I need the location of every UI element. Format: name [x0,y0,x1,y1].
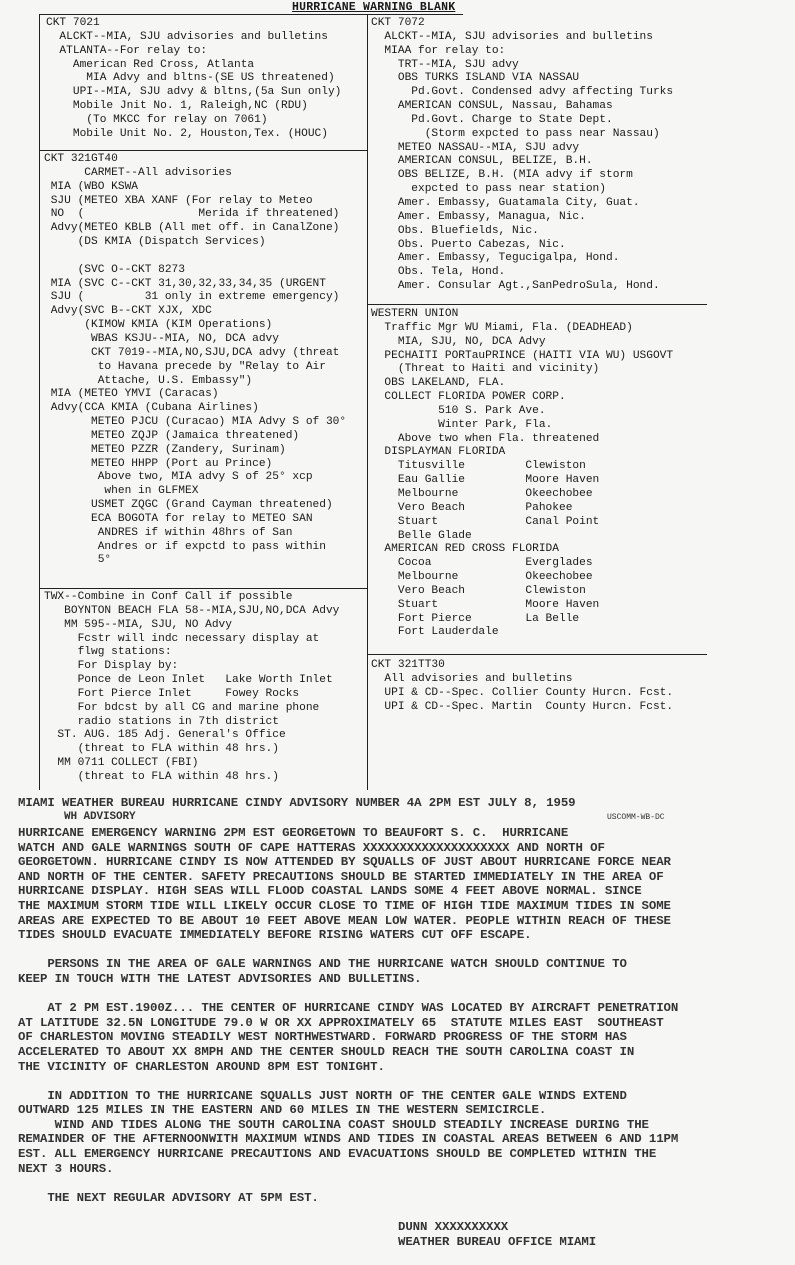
text-line: KEEP IN TOUCH WITH THE LATEST ADVISORIES AND BULLETINS. [18,971,422,986]
text-line: BOYNTON BEACH FLA 58--MIA,SJU,NO,DCA Advy [44,604,340,617]
text-line: Fort Lauderdale [371,626,499,639]
text-line: CARMET--All advisories [44,166,232,179]
text-line: For Display by: [44,660,179,673]
text-line: Amer. Embassy, Tegucigalpa, Hond. [371,252,620,265]
text-line: ALCKT--MIA, SJU advisories and bulletins [371,30,653,43]
text-line: MIA (SVC C--CKT 31,30,32,33,34,35 (URGENT [44,277,326,290]
text-line: MIA, SJU, NO, DCA Advy [371,335,546,348]
signature [398,1220,596,1249]
text-line: MM 595--MIA, SJU, NO Advy [44,618,232,631]
twx-section [44,591,339,785]
text-line: UPI & CD--Spec. Martin County Hurcn. Fcst. [371,700,674,713]
western-union-section [371,308,673,640]
text-line [18,1074,678,1089]
divider-left-2 [39,588,368,589]
text-line: Traffic Mgr WU Miami, Fla. (DEADHEAD) [371,321,633,334]
text-line: USMET ZQGC (Grand Cayman threatened) [44,499,333,512]
text-line: flwg stations: [44,646,172,659]
text-line: AMERICAN CONSUL, BELIZE, B.H. [371,155,593,168]
ckt-7021-section [46,17,341,142]
text-line: Ponce de Leon Inlet Lake Worth Inlet [44,674,333,687]
text-line: to Havana precede by "Relay to Air [44,360,326,373]
text-line: Eau Gallie Moore Haven [371,474,600,487]
text-line: OF CHARLESTON MOVING STEADILY WEST NORTHWESTWARD. FORWARD PROGRESS OF THE STORM HAS [18,1030,627,1045]
text-line: THE MAXIMUM STORM TIDE WILL LIKELY OCCUR CLOSE TO TIME OF HIGH TIDE MAXIMUM TIDES IN SOME [18,898,671,913]
text-line: UPI--MIA, SJU advy & bltns,(5a Sun only) [46,86,342,99]
text-line: GEORGETOWN. HURRICANE CINDY IS NOW ATTENDED BY SQUALLS OF JUST ABOUT HURRICANE FORCE NEAR [18,855,671,870]
text-line: Stuart Canal Point [371,515,600,528]
text-line: OUTWARD 125 MILES IN THE EASTERN AND 60 MILES IN THE WESTERN SEMICIRCLE. [18,1103,547,1118]
text-line: Melbourne Okeechobee [371,571,593,584]
text-line: ST. AUG. 185 Adj. General's Office [44,729,286,742]
text-line: COLLECT FLORIDA POWER CORP. [371,391,566,404]
text-line: Amer. Consular Agt.,SanPedroSula, Hond. [371,280,660,293]
text-line: (SVC O--CKT 8273 [44,263,185,276]
text-line: DUNN XXXXXXXXXX [398,1220,509,1234]
text-line: AMERICAN CONSUL, Nassau, Bahamas [371,100,613,113]
text-line: Above two, MIA advy S of 25° xcp [44,471,313,484]
text-line: THE VICINITY OF CHARLESTON AROUND 8PM EST TONIGHT. [18,1059,385,1074]
text-line: (threat to FLA within 48 hrs.) [44,770,279,783]
text-line: ANDRES if within 48hrs of San [44,526,293,539]
text-line: METEO PJCU (Curacao) MIA Advy S of 30° [44,416,347,429]
text-line: UPI & CD--Spec. Collier County Hurcn. Fcst. [371,686,674,699]
text-line: CKT 321TT30 [371,659,445,671]
text-line: NO ( Merida if threatened) [44,208,340,221]
text-line: EST. ALL EMERGENCY HURRICANE PRECAUTIONS AND EVACUATIONS SHOULD BE COMPLETED WITHIN THE [18,1147,657,1162]
text-line: Vero Beach Clewiston [371,584,586,597]
wh-advisory-label: WH ADVISORY [64,811,136,823]
advisory-header: MIAMI WEATHER BUREAU HURRICANE CINDY ADVISORY NUMBER 4A 2PM EST JULY 8, 1959 [18,796,576,810]
text-line: ALCKT--MIA, SJU advisories and bulletins [46,30,328,43]
text-line [18,987,678,1002]
text-line: AND NORTH OF THE CENTER. SAFETY PRECAUTIONS SHOULD BE STARTED IMMEDIATELY IN THE AREA OF [18,869,664,884]
text-line: Belle Glade [371,529,472,542]
text-line: For bdcst by all CG and marine phone [44,701,320,714]
text-line: MM 0711 COLLECT (FBI) [44,757,199,770]
text-line: expcted to pass near station) [371,183,606,196]
text-line: Obs. Bluefields, Nic. [371,224,539,237]
text-line: Mobile Jnit No. 1, Raleigh,NC (RDU) [46,100,308,113]
text-line: Stuart Moore Haven [371,598,600,611]
text-line: SJU (METEO XBA XANF (For relay to Meteo [44,194,313,207]
text-line: HURRICANE DISPLAY. HIGH SEAS WILL FLOOD COASTAL LANDS SOME 4 FEET ABOVE NORMAL. SINCE [18,884,642,899]
text-line: Pd.Govt. Charge to State Dept. [371,113,613,126]
text-line: Pd.Govt. Condensed advy affecting Turks [371,86,674,99]
text-line: WATCH AND GALE WARNINGS SOUTH OF CAPE HATTERAS XXXXXXXXXXXXXXXXXXXX AND NORTH OF [18,840,605,855]
stamp: USCOMM-WB-DC [607,813,665,822]
text-line: CKT 321GT40 [44,153,118,165]
text-line: HURRICANE EMERGENCY WARNING 2PM EST GEORGETOWN TO BEAUFORT S. C. HURRICANE [18,826,569,840]
text-line: radio stations in 7th district [44,715,279,728]
text-line: TRT--MIA, SJU advy [371,58,519,71]
text-line: 510 S. Park Ave. [371,404,546,417]
text-line: (To MKCC for relay on 7061) [46,113,268,126]
text-line [44,250,346,264]
text-line: MIA (WBO KSWA [44,180,138,193]
text-line: MIA (METEO YMVI (Caracas) [44,388,219,401]
text-line: METEO PZZR (Zandery, Surinam) [44,443,286,456]
text-line: (KIMOW KMIA (KIM Operations) [44,319,273,332]
text-line: Advy(METEO KBLB (All met off. in CanalZone) [44,222,340,235]
text-line: WESTERN UNION [371,308,459,320]
text-line: Mobile Unit No. 2, Houston,Tex. (HOUC) [46,127,328,140]
text-line: Advy(SVC B--CKT XJX, XDC [44,305,212,318]
divider-left-1 [39,150,368,151]
text-line: Obs. Puerto Cabezas, Nic. [371,238,566,251]
text-line: Andres or if expctd to pass within [44,540,326,553]
text-line: Above two when Fla. threatened [371,432,600,445]
text-line: CKT 7021 [46,17,100,29]
text-line: Vero Beach Pahokee [371,501,573,514]
text-line: Fcstr will indc necessary display at [44,632,320,645]
left-border [39,14,40,790]
text-line: CKT 7019--MIA,NO,SJU,DCA advy (threat [44,346,340,359]
text-line: PERSONS IN THE AREA OF GALE WARNINGS AND THE HURRICANE WATCH SHOULD CONTINUE TO [18,957,627,972]
text-line: AT LATITUDE 32.5N LONGITUDE 79.0 W OR XX APPROXIMATELY 65 STATUTE MILES EAST SOUTHEAST [18,1015,664,1030]
text-line: MIAA for relay to: [371,44,506,57]
text-line: MIA Advy and bltns-(SE US threatened) [46,72,335,85]
text-line: DISPLAYMAN FLORIDA [371,446,506,459]
text-line: Amer. Embassy, Managua, Nic. [371,210,586,223]
text-line: THE NEXT REGULAR ADVISORY AT 5PM EST. [18,1190,319,1205]
text-line: OBS TURKS ISLAND VIA NASSAU [371,72,580,85]
text-line: Advy(CCA KMIA (Cubana Airlines) [44,402,259,415]
text-line: WIND AND TIDES ALONG THE SOUTH CAROLINA COAST SHOULD STEADILY INCREASE DURING THE [18,1117,649,1132]
text-line: METEO ZQJP (Jamaica threatened) [44,429,300,442]
text-line: Attache, U.S. Embassy") [44,374,253,387]
text-line: REMAINDER OF THE AFTERNOONWITH MAXIMUM WINDS AND TIDES IN COASTAL AREAS BETWEEN 6 AND 11PM [18,1132,679,1147]
text-line: 5° [44,554,112,567]
ckt-7072-section [371,17,673,294]
text-line [18,943,678,958]
text-line: Cocoa Everglades [371,557,593,570]
text-line: OBS BELIZE, B.H. (MIA advy if storm [371,169,633,182]
text-line: SJU ( 31 only in extreme emergency) [44,291,340,304]
text-line: Winter Park, Fla. [371,418,553,431]
text-line: ATLANTA--For relay to: [46,44,208,57]
text-line: Fort Pierce La Belle [371,612,580,625]
divider-right-2 [367,654,707,655]
text-line: TWX--Combine in Conf Call if possible [44,591,293,603]
text-line: All advisories and bulletins [371,672,573,685]
ckt-321gt40-section [44,153,346,568]
text-line: (threat to FLA within 48 hrs.) [44,743,279,756]
text-line: IN ADDITION TO THE HURRICANE SQUALLS JUST NORTH OF THE CENTER GALE WINDS EXTEND [18,1088,627,1103]
center-divider [367,14,368,790]
text-line: Obs. Tela, Hond. [371,266,506,279]
text-line: Fort Pierce Inlet Fowey Rocks [44,687,300,700]
text-line: Titusville Clewiston [371,460,586,473]
text-line: WBAS KSJU--MIA, NO, DCA advy [44,332,279,345]
text-line: AREAS ARE EXPECTED TO BE ABOUT 10 FEET ABOVE MEAN LOW WATER. PEOPLE WITHIN REACH OF THESE [18,913,671,928]
divider-right-1 [367,304,707,305]
ckt-321tt30-section [371,659,673,714]
text-line: Amer. Embassy, Guatamala City, Guat. [371,196,640,209]
document-title: HURRICANE WARNING BLANK [292,1,456,14]
text-line: (Threat to Haiti and vicinity) [371,363,600,376]
text-line: TIDES SHOULD EVACUATE IMMEDIATELY BEFORE RISING WATERS CUT OFF ESCAPE. [18,928,532,943]
text-line: CKT 7072 [371,17,425,29]
text-line: NEXT 3 HOURS. [18,1161,114,1176]
advisory-body [18,826,678,1205]
text-line: (DS KMIA (Dispatch Services) [44,236,266,249]
text-line: when in GLFMEX [44,485,199,498]
top-border [39,14,463,15]
text-line: OBS LAKELAND, FLA. [371,377,506,390]
text-line: ECA BOGOTA for relay to METEO SAN [44,512,313,525]
text-line: (Storm expcted to pass near Nassau) [371,127,660,140]
text-line: AT 2 PM EST.1900Z... THE CENTER OF HURRICANE CINDY WAS LOCATED BY AIRCRAFT PENETRATION [18,1001,679,1016]
text-line: ACCELERATED TO ABOUT XX 8MPH AND THE CENTER SHOULD REACH THE SOUTH CAROLINA COAST IN [18,1044,635,1059]
text-line: American Red Cross, Atlanta [46,58,255,71]
text-line: METEO NASSAU--MIA, SJU advy [371,141,580,154]
text-line [18,1176,678,1191]
text-line: AMERICAN RED CROSS FLORIDA [371,543,559,556]
text-line: WEATHER BUREAU OFFICE MIAMI [398,1234,597,1249]
text-line: METEO HHPP (Port au Prince) [44,457,273,470]
text-line: PECHAITI PORTauPRINCE (HAITI VIA WU) USGOVT [371,349,674,362]
text-line: Melbourne Okeechobee [371,487,593,500]
